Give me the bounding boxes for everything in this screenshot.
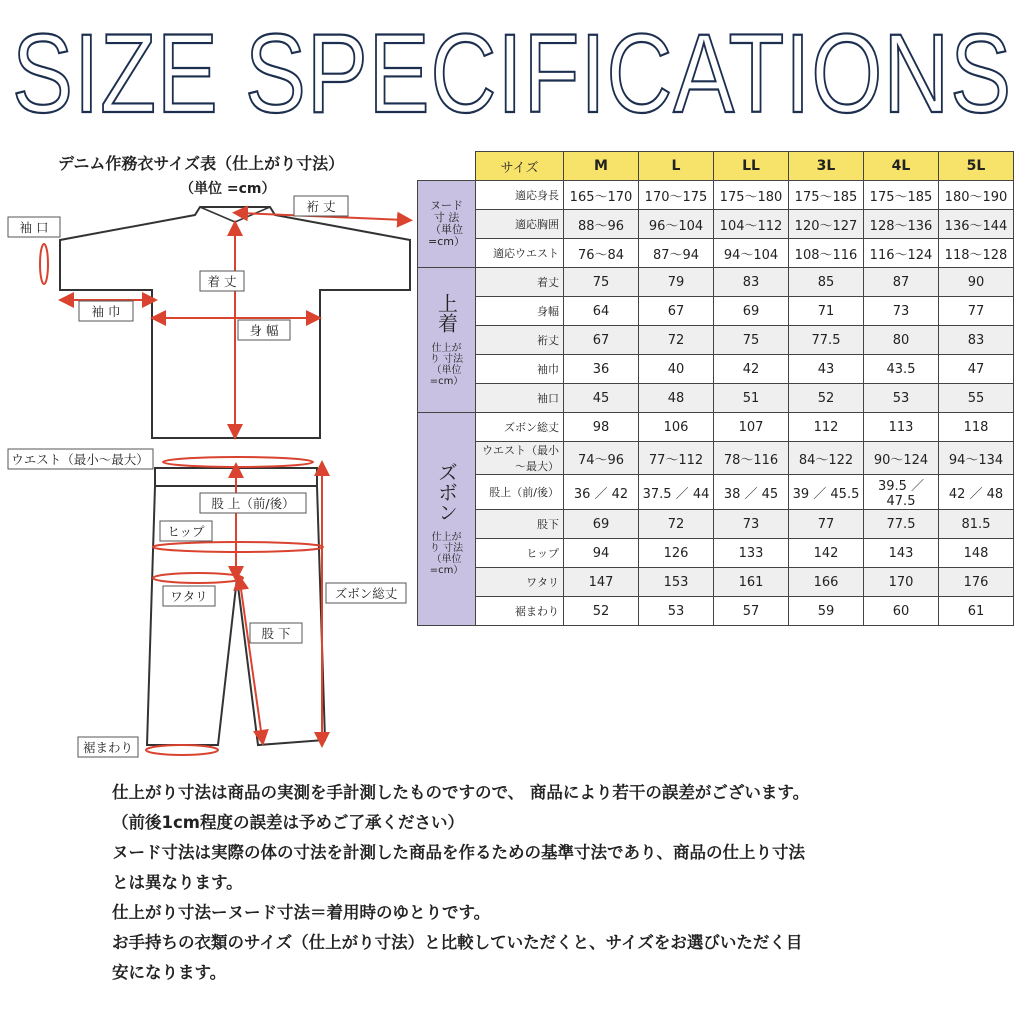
table-cell: 107 bbox=[714, 413, 789, 442]
table-cell: 43 bbox=[789, 355, 864, 384]
table-cell: 39 ／ 45.5 bbox=[789, 475, 864, 510]
table-cell: 87～94 bbox=[639, 239, 714, 268]
table-cell: 53 bbox=[639, 597, 714, 626]
table-cell: 96～104 bbox=[639, 210, 714, 239]
table-cell: 118～128 bbox=[939, 239, 1014, 268]
label-mihaba: 身 幅 bbox=[249, 323, 279, 338]
table-row bbox=[418, 268, 1014, 297]
table-cell: 161 bbox=[714, 568, 789, 597]
waist-ellipse bbox=[163, 457, 313, 467]
table-cell: 52 bbox=[789, 384, 864, 413]
table-cell: 136～144 bbox=[939, 210, 1014, 239]
row-label: 袖巾 bbox=[476, 355, 564, 384]
table-cell: 80 bbox=[864, 326, 939, 355]
table-cell: 165～170 bbox=[564, 181, 639, 210]
table-cell: 74～96 bbox=[564, 442, 639, 475]
group-title-line: ヌード bbox=[430, 198, 463, 212]
table-row bbox=[418, 597, 1014, 626]
table-cell: 60 bbox=[864, 597, 939, 626]
table-cell: 39.5 ／ 47.5 bbox=[864, 475, 939, 510]
label-matashita: 股 下 bbox=[261, 626, 291, 641]
table-cell: 77 bbox=[939, 297, 1014, 326]
label-sodehaba: 袖 巾 bbox=[91, 304, 121, 319]
table-row bbox=[418, 539, 1014, 568]
table-cell: 77.5 bbox=[864, 510, 939, 539]
susomawari-ellipse bbox=[146, 745, 218, 755]
table-cell: 42 ／ 48 bbox=[939, 475, 1014, 510]
table-cell: 113 bbox=[864, 413, 939, 442]
table-cell: 170～175 bbox=[639, 181, 714, 210]
row-label: 適応胸囲 bbox=[476, 210, 564, 239]
watari-ellipse bbox=[153, 573, 243, 583]
table-row bbox=[418, 384, 1014, 413]
table-cell: 61 bbox=[939, 597, 1014, 626]
table-cell: 175～185 bbox=[789, 181, 864, 210]
sodeguchi-ellipse bbox=[40, 244, 48, 284]
table-cell: 59 bbox=[789, 597, 864, 626]
table-cell: 72 bbox=[639, 510, 714, 539]
table-cell: 77～112 bbox=[639, 442, 714, 475]
group-note-line: （単位 bbox=[431, 553, 462, 565]
group-label bbox=[418, 413, 476, 626]
table-cell: 108～116 bbox=[789, 239, 864, 268]
table-cell: 45 bbox=[564, 384, 639, 413]
note-line: 安になります。 bbox=[112, 963, 227, 982]
table-row bbox=[418, 510, 1014, 539]
table-cell: 73 bbox=[864, 297, 939, 326]
table-row bbox=[418, 326, 1014, 355]
table-cell: 77 bbox=[789, 510, 864, 539]
size-header: L bbox=[639, 152, 714, 181]
group-title: ズボン bbox=[434, 462, 459, 523]
group-note-line: =cm） bbox=[429, 375, 464, 387]
table-cell: 52 bbox=[564, 597, 639, 626]
row-label: 裄丈 bbox=[476, 326, 564, 355]
table-cell: 116～124 bbox=[864, 239, 939, 268]
table-row bbox=[418, 210, 1014, 239]
table-cell: 143 bbox=[864, 539, 939, 568]
table-cell: 128～136 bbox=[864, 210, 939, 239]
table-cell: 38 ／ 45 bbox=[714, 475, 789, 510]
table-cell: 84～122 bbox=[789, 442, 864, 475]
table-cell: 90～124 bbox=[864, 442, 939, 475]
table-row bbox=[418, 442, 1014, 475]
garment-diagram bbox=[0, 140, 420, 770]
size-table bbox=[417, 151, 1014, 626]
group-title: 上着 bbox=[434, 293, 459, 334]
diagram-labels bbox=[8, 196, 406, 757]
row-label: 股上（前/後） bbox=[476, 475, 564, 510]
table-cell: 180～190 bbox=[939, 181, 1014, 210]
table-cell: 36 ／ 42 bbox=[564, 475, 639, 510]
table-header-row bbox=[418, 152, 1014, 181]
table-cell: 142 bbox=[789, 539, 864, 568]
table-cell: 112 bbox=[789, 413, 864, 442]
table-cell: 120～127 bbox=[789, 210, 864, 239]
table-cell: 83 bbox=[939, 326, 1014, 355]
group-label bbox=[418, 268, 476, 413]
table-cell: 36 bbox=[564, 355, 639, 384]
label-kitake: 着 丈 bbox=[207, 274, 237, 289]
label-waist: ウエスト（最小～最大） bbox=[11, 452, 149, 467]
row-label: ヒップ bbox=[476, 539, 564, 568]
table-cell: 94～104 bbox=[714, 239, 789, 268]
table-cell: 118 bbox=[939, 413, 1014, 442]
table-cell: 126 bbox=[639, 539, 714, 568]
table-corner bbox=[418, 152, 476, 181]
row-label: 袖口 bbox=[476, 384, 564, 413]
matashita-arrow bbox=[240, 582, 262, 738]
diagram-unit: （単位 =cm） bbox=[180, 181, 276, 197]
table-cell: 51 bbox=[714, 384, 789, 413]
table-cell: 148 bbox=[939, 539, 1014, 568]
table-cell: 90 bbox=[939, 268, 1014, 297]
table-cell: 42 bbox=[714, 355, 789, 384]
table-cell: 83 bbox=[714, 268, 789, 297]
table-row bbox=[418, 297, 1014, 326]
table-cell: 67 bbox=[639, 297, 714, 326]
label-hip: ヒップ bbox=[167, 524, 205, 539]
group-note-line: 仕上が bbox=[431, 531, 462, 543]
table-cell: 57 bbox=[714, 597, 789, 626]
table-cell: 48 bbox=[639, 384, 714, 413]
label-susomawari: 裾まわり bbox=[82, 740, 134, 755]
table-cell: 81.5 bbox=[939, 510, 1014, 539]
group-title-line: 寸 法 bbox=[433, 210, 460, 224]
table-cell: 55 bbox=[939, 384, 1014, 413]
page-title-text: SIZE SPECIFICATIONS bbox=[12, 11, 1013, 125]
table-cell: 47 bbox=[939, 355, 1014, 384]
row-label: ワタリ bbox=[476, 568, 564, 597]
group-note-line: り 寸法 bbox=[429, 542, 464, 554]
table-cell: 153 bbox=[639, 568, 714, 597]
table-row bbox=[418, 413, 1014, 442]
table-cell: 75 bbox=[714, 326, 789, 355]
row-label: 適応身長 bbox=[476, 181, 564, 210]
table-cell: 170 bbox=[864, 568, 939, 597]
table-row bbox=[418, 181, 1014, 210]
table-cell: 175～185 bbox=[864, 181, 939, 210]
hip-ellipse bbox=[153, 542, 323, 552]
table-cell: 72 bbox=[639, 326, 714, 355]
row-label: 股下 bbox=[476, 510, 564, 539]
table-cell: 85 bbox=[789, 268, 864, 297]
table-cell: 94～134 bbox=[939, 442, 1014, 475]
table-cell: 69 bbox=[564, 510, 639, 539]
note-line: 仕上がり寸法ーヌード寸法＝着用時のゆとりです。 bbox=[112, 903, 491, 922]
diagram-heading: デニム作務衣サイズ表（仕上がり寸法） bbox=[58, 154, 345, 173]
label-matagami: 股 上（前/後） bbox=[211, 496, 295, 511]
table-cell: 176 bbox=[939, 568, 1014, 597]
note-line: お手持ちの衣類のサイズ（仕上がり寸法）と比較していただくと、サイズをお選びいただく目 bbox=[112, 933, 803, 952]
size-header: 4L bbox=[864, 152, 939, 181]
row-label: 身幅 bbox=[476, 297, 564, 326]
label-sodeguchi: 袖 口 bbox=[19, 220, 49, 235]
table-cell: 94 bbox=[564, 539, 639, 568]
note-line: （前後1cm程度の誤差は予めご了承ください） bbox=[112, 813, 464, 832]
row-label: 適応ウエスト bbox=[476, 239, 564, 268]
group-title-line: （単位 bbox=[430, 223, 463, 236]
size-header: M bbox=[564, 152, 639, 181]
table-cell: 67 bbox=[564, 326, 639, 355]
table-cell: 104～112 bbox=[714, 210, 789, 239]
size-header: 3L bbox=[789, 152, 864, 181]
table-cell: 98 bbox=[564, 413, 639, 442]
table-row bbox=[418, 475, 1014, 510]
row-label: ズボン総丈 bbox=[476, 413, 564, 442]
table-cell: 53 bbox=[864, 384, 939, 413]
table-cell: 40 bbox=[639, 355, 714, 384]
table-cell: 69 bbox=[714, 297, 789, 326]
group-label bbox=[418, 181, 476, 268]
table-cell: 175～180 bbox=[714, 181, 789, 210]
label-watari: ワタリ bbox=[170, 589, 208, 604]
table-cell: 133 bbox=[714, 539, 789, 568]
group-note-line: り 寸法 bbox=[429, 353, 464, 365]
table-header-label: サイズ bbox=[476, 152, 564, 181]
note-line: ヌード寸法は実際の体の寸法を計測した商品を作るための基準寸法であり、商品の仕上り寸法 bbox=[112, 843, 805, 862]
table-cell: 77.5 bbox=[789, 326, 864, 355]
table-cell: 147 bbox=[564, 568, 639, 597]
table-cell: 106 bbox=[639, 413, 714, 442]
table-cell: 76～84 bbox=[564, 239, 639, 268]
label-yuki: 裄 丈 bbox=[306, 199, 336, 214]
table-row bbox=[418, 568, 1014, 597]
row-label: 着丈 bbox=[476, 268, 564, 297]
table-cell: 87 bbox=[864, 268, 939, 297]
size-header: LL bbox=[714, 152, 789, 181]
table-cell: 37.5 ／ 44 bbox=[639, 475, 714, 510]
table-row bbox=[418, 355, 1014, 384]
table-cell: 73 bbox=[714, 510, 789, 539]
group-title-line: =cm） bbox=[428, 235, 465, 249]
table-cell: 64 bbox=[564, 297, 639, 326]
page-title bbox=[0, 0, 1024, 125]
table-cell: 75 bbox=[564, 268, 639, 297]
table-cell: 88～96 bbox=[564, 210, 639, 239]
notes bbox=[112, 778, 992, 988]
label-zubon-sotake: ズボン総丈 bbox=[334, 586, 398, 601]
table-cell: 79 bbox=[639, 268, 714, 297]
size-header: 5L bbox=[939, 152, 1014, 181]
row-label: ウエスト（最小～最大） bbox=[476, 442, 564, 475]
group-note-line: 仕上が bbox=[431, 342, 462, 354]
table-cell: 71 bbox=[789, 297, 864, 326]
table-cell: 43.5 bbox=[864, 355, 939, 384]
group-note-line: （単位 bbox=[431, 364, 462, 376]
row-label: 裾まわり bbox=[476, 597, 564, 626]
table-cell: 166 bbox=[789, 568, 864, 597]
note-line: とは異なります。 bbox=[112, 873, 243, 892]
group-note-line: =cm） bbox=[429, 564, 464, 576]
table-row bbox=[418, 239, 1014, 268]
measure-arrows bbox=[40, 213, 405, 755]
note-line: 仕上がり寸法は商品の実測を手計測したものですので、 商品により若干の誤差がございます。 bbox=[112, 783, 810, 802]
table-cell: 78～116 bbox=[714, 442, 789, 475]
